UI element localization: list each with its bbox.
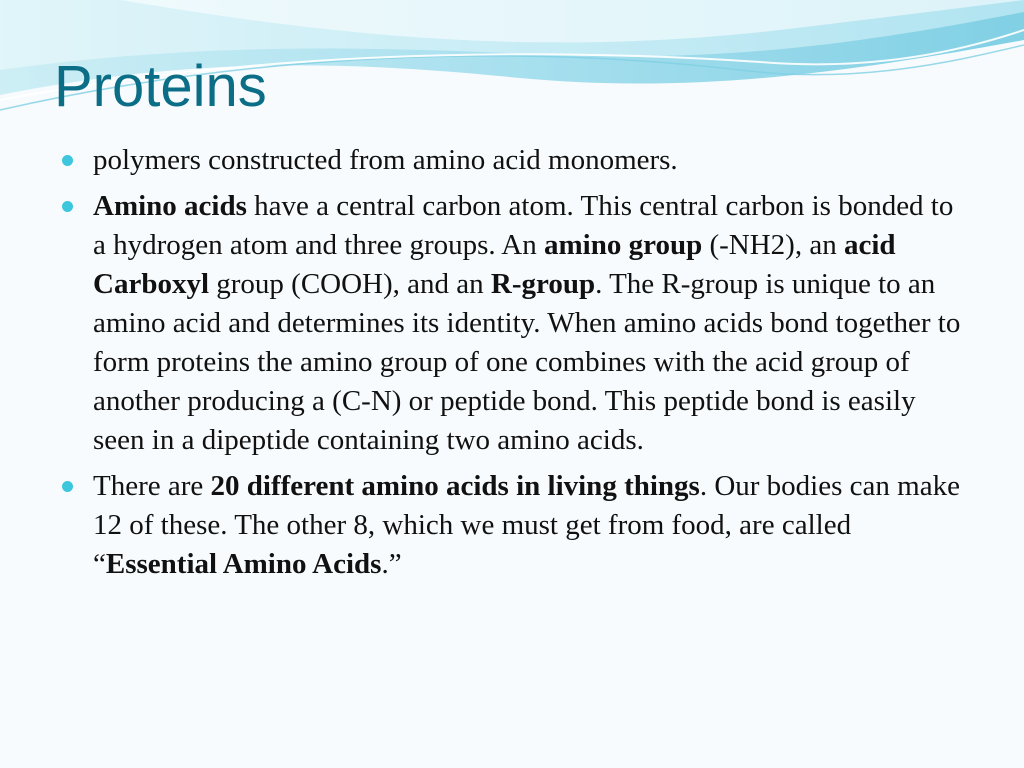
bullet-icon — [62, 155, 73, 166]
bold-term: 20 different amino acids in living things — [210, 470, 700, 502]
bullet-text: .” — [381, 548, 402, 580]
bullet-text: have a central carbon atom. This central carbon is bonded to a hydrogen atom and three groups. An — [93, 190, 954, 261]
bold-term: Amino acids — [93, 190, 247, 222]
bullet-text: . The R-group is unique to an amino acid and determines its identity. When amino acids bond together to form proteins the amino group of one combines with the acid group of another producing a (C-N) or peptide bond. This peptide bond is easily seen in a dipeptide containing two amino acids. — [93, 268, 961, 456]
bold-term: R-group — [490, 268, 596, 300]
bullet-text: There are — [93, 470, 211, 502]
bold-term: acid Carboxyl — [93, 229, 896, 300]
bullet-list — [62, 141, 962, 591]
bullet-icon — [62, 481, 73, 492]
bullet-text: group (COOH), and an — [209, 268, 491, 300]
bullet-item — [62, 187, 962, 460]
bullet-item — [62, 467, 962, 584]
bullet-item — [62, 141, 962, 180]
bullet-text: . Our bodies can make 12 of these. The other 8, which we must get from food, are called “ — [93, 470, 960, 580]
bullet-icon — [62, 201, 73, 212]
bold-term: Essential Amino Acids — [105, 548, 382, 580]
slide-title: Proteins — [54, 54, 267, 119]
bullet-text: (-NH2), an — [702, 229, 844, 261]
bullet-text: polymers constructed from amino acid monomers. — [93, 144, 678, 176]
bold-term: amino group — [544, 229, 703, 261]
